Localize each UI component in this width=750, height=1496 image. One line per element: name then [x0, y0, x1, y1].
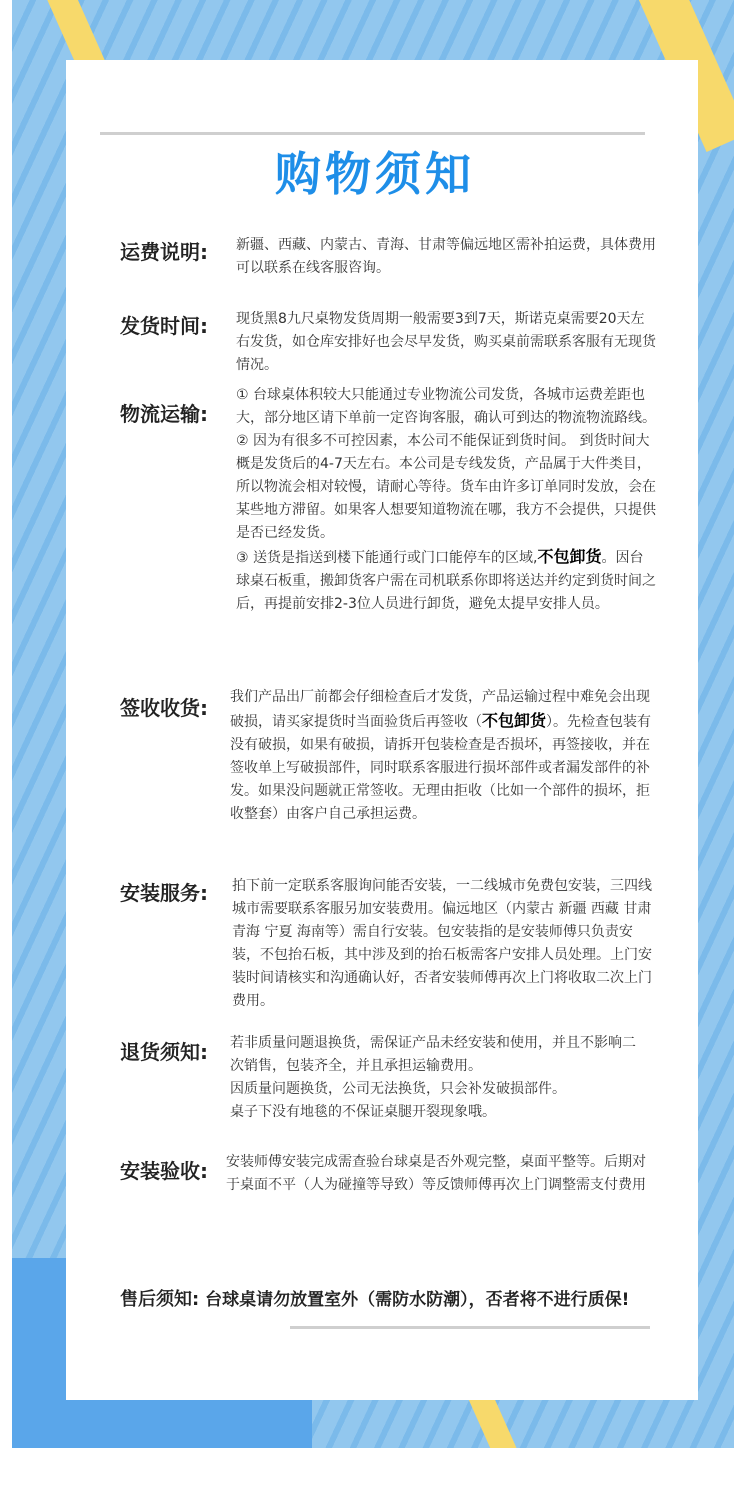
- section-text: 桌子下没有地毯的不保证桌腿开裂现象哦。: [230, 1104, 496, 1120]
- after-sales-label: 售后须知:: [120, 1289, 200, 1310]
- section-text: 我们产品出厂前都会仔细检查后才发货，产品运输过程中难免会出现破损，请买家提货时当面验货后再签收（不包卸货）。先检查包装有没有破损，如果有破损，请拆开包装检查是否损坏，再签接收，并在签收单上写破损部件，同时联系客服进行损坏部件或者漏发部件的补发。如果没问题就正常签收。无理由拒收（比如一个部件的损坏，拒收整套）由客户自己承担运费。: [230, 689, 652, 822]
- section-label: 安装验收:: [120, 1159, 208, 1183]
- section-label: 发货时间:: [120, 314, 208, 338]
- top-divider: [100, 132, 645, 135]
- section-label: 物流运输:: [120, 402, 208, 426]
- section-text: 安装师傅安装完成需查验台球桌是否外观完整，桌面平整等。后期对于桌面不平（人为碰撞等导致）等反馈师傅再次上门调整需支付费用: [226, 1154, 646, 1193]
- section-text: ② 因为有很多不可控因素，本公司不能保证到货时间。 到货时间大概是发货后的4-7天左右。本公司是专线发货，产品属于大件类目，所以物流会相对较慢，请耐心等待。货车由许多订单同时发放，会在某些地方滞留。如果客人想要知道物流在哪，我方不会提供，只提供是否已经发货。: [236, 433, 656, 541]
- section-text: ③ 送货是指送到楼下能通行或门口能停车的区域,不包卸货。因台球桌石板重，搬卸货客户需在司机联系你即将送达并约定到货时间之后，再提前安排2-3位人员进行卸货，避免太提早安排人员。: [236, 547, 656, 612]
- section-text: 拍下前一定联系客服询问能否安装，一二线城市免费包安装，三四线城市需要联系客服另加安装费用。偏远地区（内蒙古 新疆 西藏 甘肃 青海 宁夏 海南等）需自行安装。包安装指的是安装师傅只负责安装，不包抬石板，其中涉及到的抬石板需客户安排人员处理。上门安装时间请核实和沟通确认好，否者安装师傅再次上门将收取二次上门费用。: [232, 878, 652, 1009]
- section-body: [232, 875, 656, 1013]
- page-title: 购物须知: [275, 147, 475, 201]
- no-unloading-note: 不包卸货: [482, 711, 547, 730]
- after-sales-notice: [120, 1285, 680, 1311]
- section-label: 签收收货:: [120, 696, 208, 720]
- section-body: [230, 686, 656, 826]
- section-text: ① 台球桌体积较大只能通过专业物流公司发货，各城市运费差距也大，部分地区请下单前一定咨询客服，确认可到达的物流物流路线。: [236, 387, 656, 426]
- section-label: 退货须知:: [120, 1040, 208, 1064]
- section-text: 因质量问题换货，公司无法换货，只会补发破损部件。: [230, 1081, 566, 1097]
- section-body: [236, 384, 656, 616]
- section-label: 运费说明:: [120, 240, 208, 264]
- section-body: [230, 1032, 640, 1124]
- section-body: [236, 308, 656, 377]
- section-text: 现货黑8九尺桌物发货周期一般需要3到7天，斯诺克桌需要20天左右发货，如仓库安排好也会尽早发货，购买桌前需联系客服有无现货情况。: [236, 311, 656, 373]
- bottom-divider: [290, 1326, 650, 1329]
- no-unloading-note: 不包卸货: [537, 547, 602, 566]
- section-label: 安装服务:: [120, 881, 208, 905]
- section-body: [226, 1151, 646, 1197]
- section-body: [236, 234, 656, 280]
- section-text: 新疆、西藏、内蒙古、青海、甘肃等偏远地区需补拍运费，具体费用可以联系在线客服咨询。: [236, 237, 656, 276]
- after-sales-text: 台球桌请勿放置室外（需防水防潮），否者将不进行质保!: [205, 1290, 630, 1310]
- section-text: 若非质量问题退换货，需保证产品未经安装和使用，并且不影响二次销售，包装齐全，并且承担运输费用。: [230, 1035, 636, 1074]
